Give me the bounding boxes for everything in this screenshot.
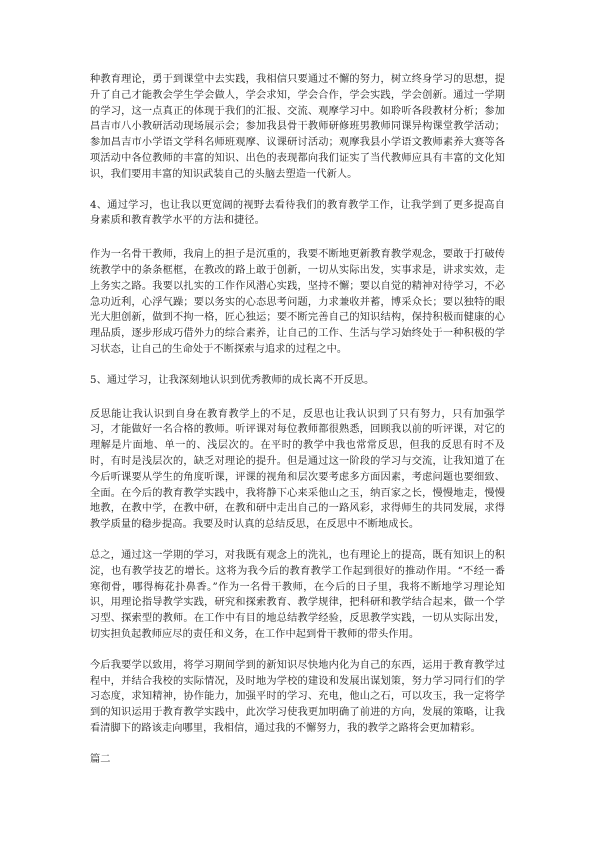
section-label-part-two: 篇二 <box>90 753 111 765</box>
paragraph-intro: 种教育理论，勇于到课堂中去实践，我相信只要通过不懈的努力，树立终身学习的思想，提升了自己才能教会学生学会做人，学会求知，学会合作，学会实践，学会创新。通过一学期的学习，这一点真正的体现于我们的汇报、交流、观摩学习中。如聆听各段教材分析；参加昌吉市八小教研活动现场展示会；参加我县骨干教师研修班男教师同课异构课堂教学活动；参加昌吉市小学语文学科名师班观摩、议课研讨活动；观摩我县小学语文教师素养大赛等各项活动中各位教师的丰富的知识、出色的表现都向我们证实了当代教师应具有丰富的文化知识，我们要用丰富的知识武装自己的头脑去塑造一代新人。 <box>90 74 505 180</box>
paragraph-future: 今后我要学以致用，将学习期间学到的新知识尽快地内化为自己的东西，运用于教育教学过程中，并结合我校的实际情况，及时地为学校的建设和发展出谋划策，努力学习同行们的学习态度，求知精神，协作能力，加强平时的学习、充电，他山之石，可以攻玉，我一定将学到的知识运用于教育教学实践中，此次学习使我更加明确了前进的方向，发展的策略，让我看清脚下的路该走向哪里，我相信，通过我的不懈努力，我的教学之路将会更加精彩。 <box>90 659 505 734</box>
section-heading-4: 4、通过学习，也让我以更宽阔的视野去看待我们的教育教学工作，让我学到了更多提高自身素质和教育教学水平的方法和捷径。 <box>90 199 505 227</box>
section-heading-5: 5、通过学习，让我深刻地认识到优秀教师的成长离不开反思。 <box>90 374 375 386</box>
paragraph-backbone-teacher: 作为一名骨干教师，我肩上的担子是沉重的，我要不断地更新教育教学观念，要敢于打破传统教学中的条条框框，在教改的路上敢于创新，一切从实际出发，实事求是，讲求实效，走上务实之路。我要以扎实的工作作风潜心实践，坚持不懈；要以自觉的精神对待学习，不必急功近利，心浮气躁；要以务实的心态思考问题，力求兼收并蓄，博采众长；要以独特的眼光大胆创新，做到不拘一格，匠心独运；要不断完善自己的知识结构，保持积极而健康的心理品质，逐步形成巧借外力的综合素养，让自己的工作、生活与学习始终处于一种积极的学习状态，让自己的生命处于不断探索与追求的过程之中。 <box>90 249 505 355</box>
document-body <box>90 72 505 767</box>
paragraph-reflection: 反思能让我认识到自身在教育教学上的不足，反思也让我认识到了只有努力，只有加强学习，才能做好一名合格的教师。听评课对每位教师都很熟悉，回顾我以前的听评课，对它的理解是片面地、单一的、浅层次的。在平时的教学中我也常常反思，但我的反思有时不及时，有时是浅层次的，缺乏对理论的提升。但是通过这一阶段的学习与交流，让我知道了在今后听课要从学生的角度听课，评课的视角和层次要考虑多方面因素，考虑问题也要细致、全面。在今后的教育教学实践中，我将静下心来采他山之玉，纳百家之长，慢慢地走，慢慢地教，在教中学，在教中研，在教和研中走出自己的一路风彩，求得师生的共同发展，求得教学质量的稳步提高。我要及时认真的总结反思，在反思中不断地成长。 <box>90 408 505 531</box>
paragraph-summary: 总之，通过这一学期的学习，对我既有观念上的洗礼，也有理论上的提高，既有知识上的积淀，也有教学技艺的增长。这将为我今后的教育教学工作起到很好的推动作用。“不经一番寒彻骨，哪得梅花扑鼻香。”作为一名骨干教师，在今后的日子里，我将不断地学习理论知识，用理论指导教学实践，研究和探索教育、教学规律，把科研和教学结合起来，做一个学习型、探索型的教师。在工作中有目的地总结教学经验，反思教学实践，一切从实际出发，切实担负起教师应尽的责任和义务，在工作中起到骨干教师的带头作用。 <box>90 549 505 640</box>
